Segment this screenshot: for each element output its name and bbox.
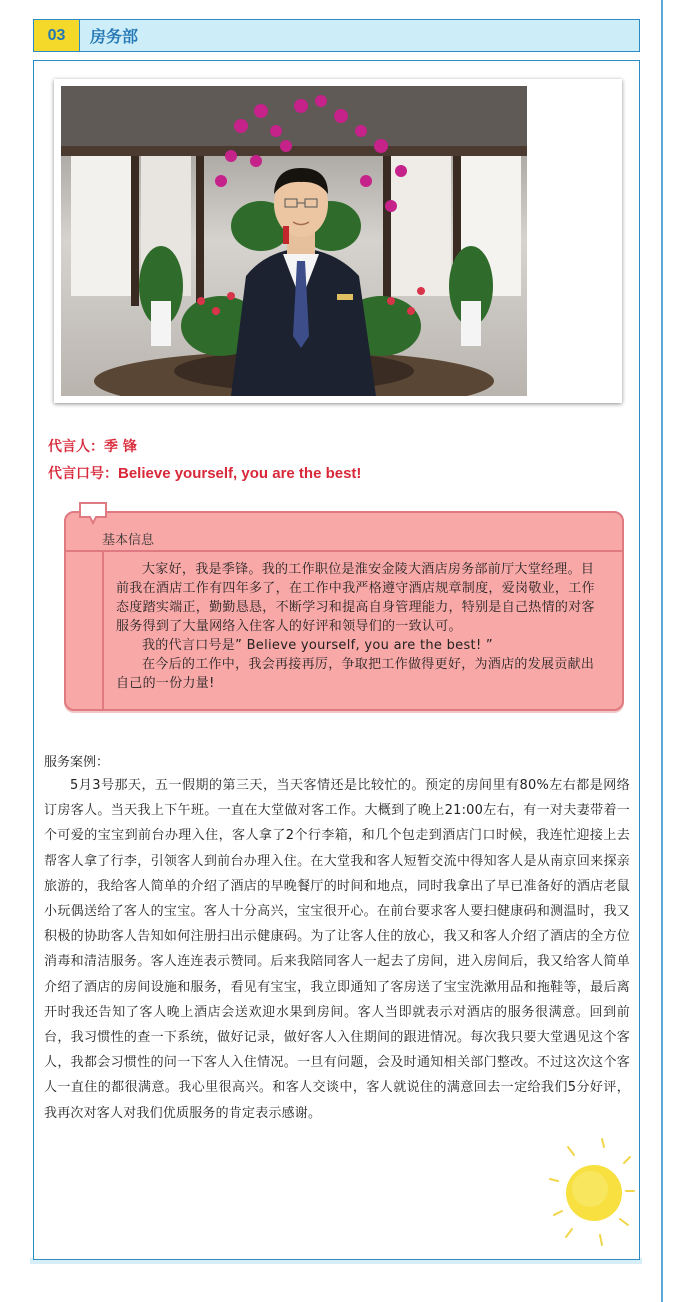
basic-info-panel: [64, 511, 624, 711]
side-divider: [102, 552, 104, 709]
heading-divider: [66, 550, 622, 552]
speech-bubble-icon: [78, 501, 108, 525]
slogan-label: 代言口号：: [48, 466, 118, 482]
spokesperson-name: 季 锋: [104, 439, 137, 455]
service-case-label: 服务案例：: [44, 755, 110, 770]
basic-info-box: [62, 501, 626, 715]
slogan-line: [48, 463, 361, 483]
spokesperson-label: 代言人：: [48, 439, 104, 455]
info-paragraph: 我的代言口号是” Believe yourself, you are the best! ”: [142, 638, 493, 653]
staff-photo: [54, 79, 622, 403]
portrait-image: [61, 86, 527, 396]
section-title: 房务部: [90, 27, 139, 46]
section-number: 03: [34, 20, 80, 51]
basic-info-body: [116, 560, 606, 693]
info-paragraph: 在今后的工作中，我会再接再厉，争取把工作做得更好，为酒店的发展贡献出自己的一份力量!: [116, 657, 595, 691]
slogan-text: Believe yourself, you are the best!: [118, 465, 362, 482]
sun-icon: [510, 1133, 640, 1251]
service-case-text: 5月3号那天，五一假期的第三天，当天客情还是比较忙的。预定的房间里有80%左右都是网络订房客人。当天我上下午班。一直在大堂做对客工作。大概到了晚上21:00左右，有一对夫妻带着一个可爱的宝宝到前台办理入住，客人拿了2个行李箱，和几个包走到酒店门口时候，我连忙迎接上去帮客人拿了行李，引领客人到前台办理入住。在大堂我和客人短暂交流中得知客人是从南京回来探亲旅游的，我给客人简单的介绍了酒店的早晚餐厅的时间和地点，同时我拿出了早已准备好的酒店老鼠小玩偶送给了客人的宝宝。客人十分高兴，宝宝很开心。在前台要求客人要扫健康码和测温时，我又积极的协助客人告知如何注册扫出示健康码。为了让客人住的放心，我又和客人介绍了酒店的全方位消毒和清洁服务。客人连连表示赞同。后来我陪同客人一起去了房间，进入房间后，我又给客人简单介绍了酒店的房间设施和服务，看见有宝宝，我立即通知了客房送了宝宝洗漱用品和拖鞋等，最后离开时我还告知了客人晚上酒店会送欢迎水果到房间。客人当即就表示对酒店的服务很满意。回到前台，我习惯性的查一下系统，做好记录，做好客人入住期间的跟进情况。每次我只要大堂遇见这个客人，我都会习惯性的问一下客人入住情况。一旦有问题，会及时通知相关部门整改。不过这次这个客人一直住的都很满意。我心里很高兴。和客人交谈中，客人就说住的满意回去一定给我们5分好评，我再次对客人对我们优质服务的肯定表示感谢。: [44, 778, 630, 1121]
section-header: [33, 19, 640, 52]
spokesperson-line: [48, 436, 137, 456]
info-paragraph: 大家好，我是季锋。我的工作职位是淮安金陵大酒店房务部前厅大堂经理。目前我在酒店工作有四年多了，在工作中我严格遵守酒店规章制度，爱岗敬业，工作态度踏实端正，勤勤恳恳，不断学习和提高自身管理能力，特别是自己热情的对客服务得到了大量网络入住客人的好评和领导们的一致认可。: [116, 562, 595, 634]
content-frame: [33, 60, 640, 1260]
right-border-line: [661, 0, 663, 1302]
basic-info-heading: 基本信息: [102, 533, 155, 548]
